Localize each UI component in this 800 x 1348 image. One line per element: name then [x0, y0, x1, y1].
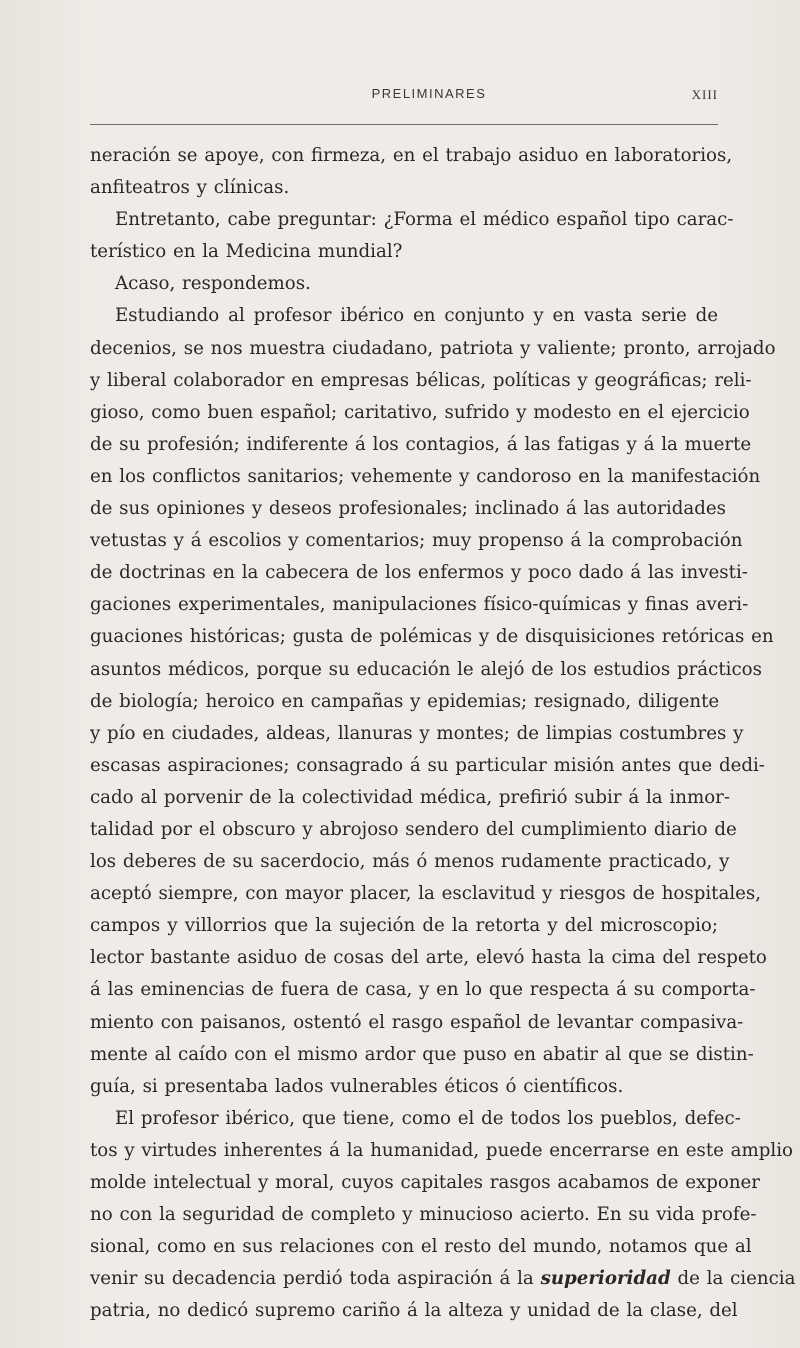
- text-line: en los conflictos sanitarios; vehemente y candoroso en la manifestación: [90, 465, 761, 487]
- text-line: de doctrinas en la cabecera de los enfermos y poco dado á las investi-: [90, 562, 748, 584]
- text-line: terístico en la Medicina mundial?: [90, 241, 403, 263]
- text-line: gaciones experimentales, manipulaciones físico-químicas y finas averi-: [90, 594, 749, 616]
- text-line: guaciones históricas; gusta de polémicas y de disquisiciones retóricas en: [90, 626, 774, 648]
- running-head: PRELIMINARES: [371, 86, 487, 101]
- text-line: guía, si presentaba lados vulnerables éticos ó científicos.: [90, 1075, 624, 1097]
- text-line: anfiteatros y clínicas.: [90, 177, 290, 199]
- text-line: Estudiando al profesor ibérico en conjunto y en vasta serie de: [115, 305, 718, 327]
- page-header: [140, 86, 718, 110]
- page-number: XIII: [691, 87, 718, 102]
- emphasized-word: superioridad: [540, 1268, 671, 1290]
- text-line: miento con paisanos, ostentó el rasgo español de levantar compasiva-: [90, 1011, 744, 1033]
- text-line: Entretanto, cabe preguntar: ¿Forma el médico español tipo carac-: [115, 209, 734, 231]
- text-fragment: de la ciencia: [677, 1268, 796, 1290]
- text-line: de su profesión; indiferente á los contagios, á las fatigas y á la muerte: [90, 433, 752, 455]
- text-line: y liberal colaborador en empresas bélicas, políticas y geográficas; reli-: [90, 369, 752, 391]
- text-line: cado al porvenir de la colectividad médica, prefirió subir á la inmor-: [90, 786, 730, 808]
- text-line: sional, como en sus relaciones con el resto del mundo, notamos que al: [90, 1236, 752, 1258]
- text-line: de sus opiniones y deseos profesionales; inclinado á las autoridades: [90, 498, 726, 520]
- text-line: gioso, como buen español; caritativo, sufrido y modesto en el ejercicio: [90, 401, 750, 423]
- text-line: y pío en ciudades, aldeas, llanuras y montes; de limpias costumbres y: [90, 722, 744, 744]
- text-line: no con la seguridad de completo y minucioso acierto. En su vida profe-: [90, 1204, 757, 1226]
- text-line: escasas aspiraciones; consagrado á su particular misión antes que dedi-: [90, 754, 765, 776]
- text-line: los deberes de su sacerdocio, más ó menos rudamente practicado, y: [90, 851, 730, 873]
- text-line: campos y villorrios que la sujeción de la retorta y del microscopio;: [90, 915, 718, 937]
- text-line: talidad por el obscuro y abrojoso sendero del cumplimiento diario de: [90, 818, 737, 840]
- text-line: vetustas y á escolios y comentarios; muy propenso á la comprobación: [90, 530, 743, 552]
- text-line: neración se apoye, con firmeza, en el trabajo asiduo en laboratorios,: [90, 145, 733, 166]
- text-line: de biología; heroico en campañas y epidemias; resignado, diligente: [90, 690, 720, 712]
- text-line: lector bastante asiduo de cosas del arte, elevó hasta la cima del respeto: [90, 947, 767, 969]
- text-line: molde intelectual y moral, cuyos capitales rasgos acabamos de exponer: [90, 1172, 760, 1193]
- text-line: mente al caído con el mismo ardor que puso en abatir al que se distin-: [90, 1043, 754, 1065]
- text-line: [90, 1263, 796, 1295]
- text-line: tos y virtudes inherentes á la humanidad, puede encerrarse en este amplio: [90, 1139, 793, 1161]
- text-line: El profesor ibérico, que tiene, como el de todos los pueblos, defec-: [115, 1107, 741, 1129]
- text-line: aceptó siempre, con mayor placer, la esclavitud y riesgos de hospitales,: [90, 883, 762, 905]
- body-text: [90, 140, 796, 1327]
- text-line: decenios, se nos muestra ciudadano, patriota y valiente; pronto, arrojado: [90, 337, 776, 359]
- text-fragment: venir su decadencia perdió toda aspiración á la: [90, 1268, 534, 1290]
- text-line: Acaso, respondemos.: [115, 273, 311, 295]
- text-line: asuntos médicos, porque su educación le alejó de los estudios prácticos: [90, 658, 762, 680]
- header-rule: [90, 124, 718, 125]
- text-line: patria, no dedicó supremo cariño á la alteza y unidad de la clase, del: [90, 1300, 738, 1322]
- text-line: á las eminencias de fuera de casa, y en lo que respecta á su comporta-: [90, 979, 756, 1001]
